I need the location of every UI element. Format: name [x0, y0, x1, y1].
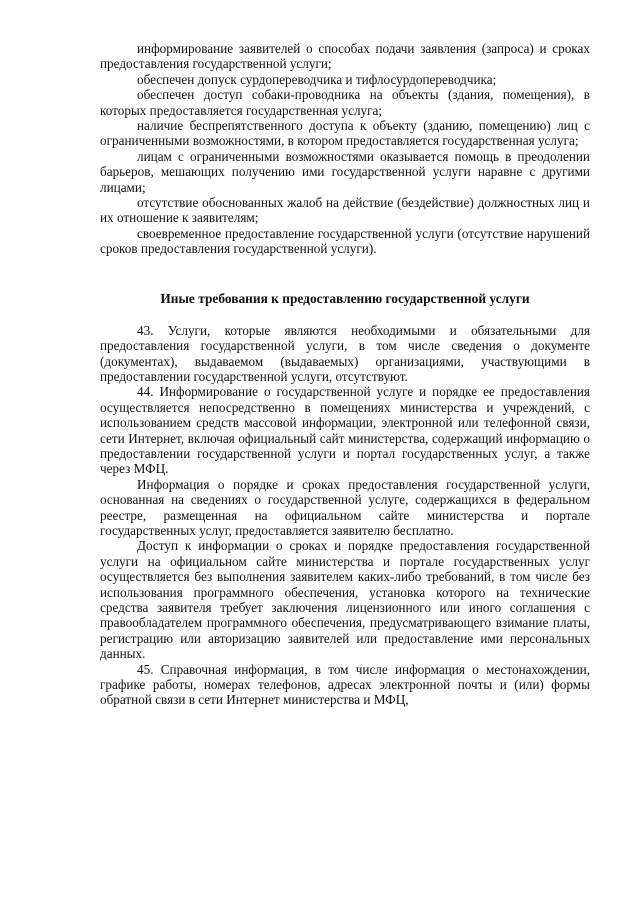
paragraph-text: обеспечен доступ собаки-проводника на объекты (здания, помещения), в которых предоставляется государственная услуга; [100, 87, 590, 118]
paragraph-text: наличие беспрепятственного доступа к объекту (зданию, помещению) лиц с ограниченными возможностями, в котором предоставляется государственная услуга; [100, 118, 590, 149]
paragraph-text: отсутствие обоснованных жалоб на действие (бездействие) должностных лиц и их отношение к заявителям; [100, 195, 590, 226]
document-body [100, 41, 590, 708]
paragraph-44: 44. Информирование о государственной услуге и порядке ее предоставления осуществляется непосредственно в помещениях министерства и учреждений, с использованием средств массовой информации, электронной или телефонной связи, сети Интернет, включая официальный сайт министерства, содержащий информацию о предоставлении государственной услуги и портал государственных услуг, а также через МФЦ. [100, 384, 590, 477]
paragraph-43: 43. Услуги, которые являются необходимыми и обязательными для предоставления государственной услуги, в том числе сведения о документе (документах), выдаваемом (выдаваемых) организациями, участвующими в предоставлении государственной услуги, отсутствуют. [100, 322, 590, 384]
paragraph-text: обеспечен допуск сурдопереводчика и тифлосурдопереводчика; [137, 71, 497, 87]
paragraph-text: своевременное предоставление государственной услуги (отсутствие нарушений сроков предоставления государственной услуги). [100, 225, 590, 257]
paragraph-text: Информация о порядке и сроках предоставления государственной услуги, основанная на сведениях о государственной услуге, содержащихся в федеральном реестре, размещенная на официальном сайте министерства и портале государственных услуг, предоставляется заявителю бесплатно. [100, 476, 590, 538]
paragraph-text: лицам с ограниченными возможностями оказывается помощь в преодолении барьеров, мешающих получению ими государственной услуги наравне с другими лицами; [100, 148, 590, 195]
section-title: Иные требования к предоставлению государственной услуги [160, 290, 530, 306]
paragraph-text: Доступ к информации о сроках и порядке предоставления государственной услуги на официальном сайте министерства и портале государственных услуг осуществляется без выполнения заявителем каких-либо требований, в том числе без использования программного обеспечения, установка которого на технические средства заявителя требует заключения лицензионного или иного соглашения с правообладателем программного обеспечения, предусматривающего взимание платы, регистрацию или авторизацию заявителей или предоставление ими персональных данных. [100, 538, 590, 662]
paragraph-45: 45. Справочная информация, в том числе информация о местонахождении, графике работы, номерах телефонов, адресах электронной почты и (или) формы обратной связи в сети Интернет министерства и МФЦ, [100, 661, 590, 708]
paragraph-text: информирование заявителей о способах подачи заявления (запроса) и сроках предоставления государственной услуги; [100, 41, 590, 72]
